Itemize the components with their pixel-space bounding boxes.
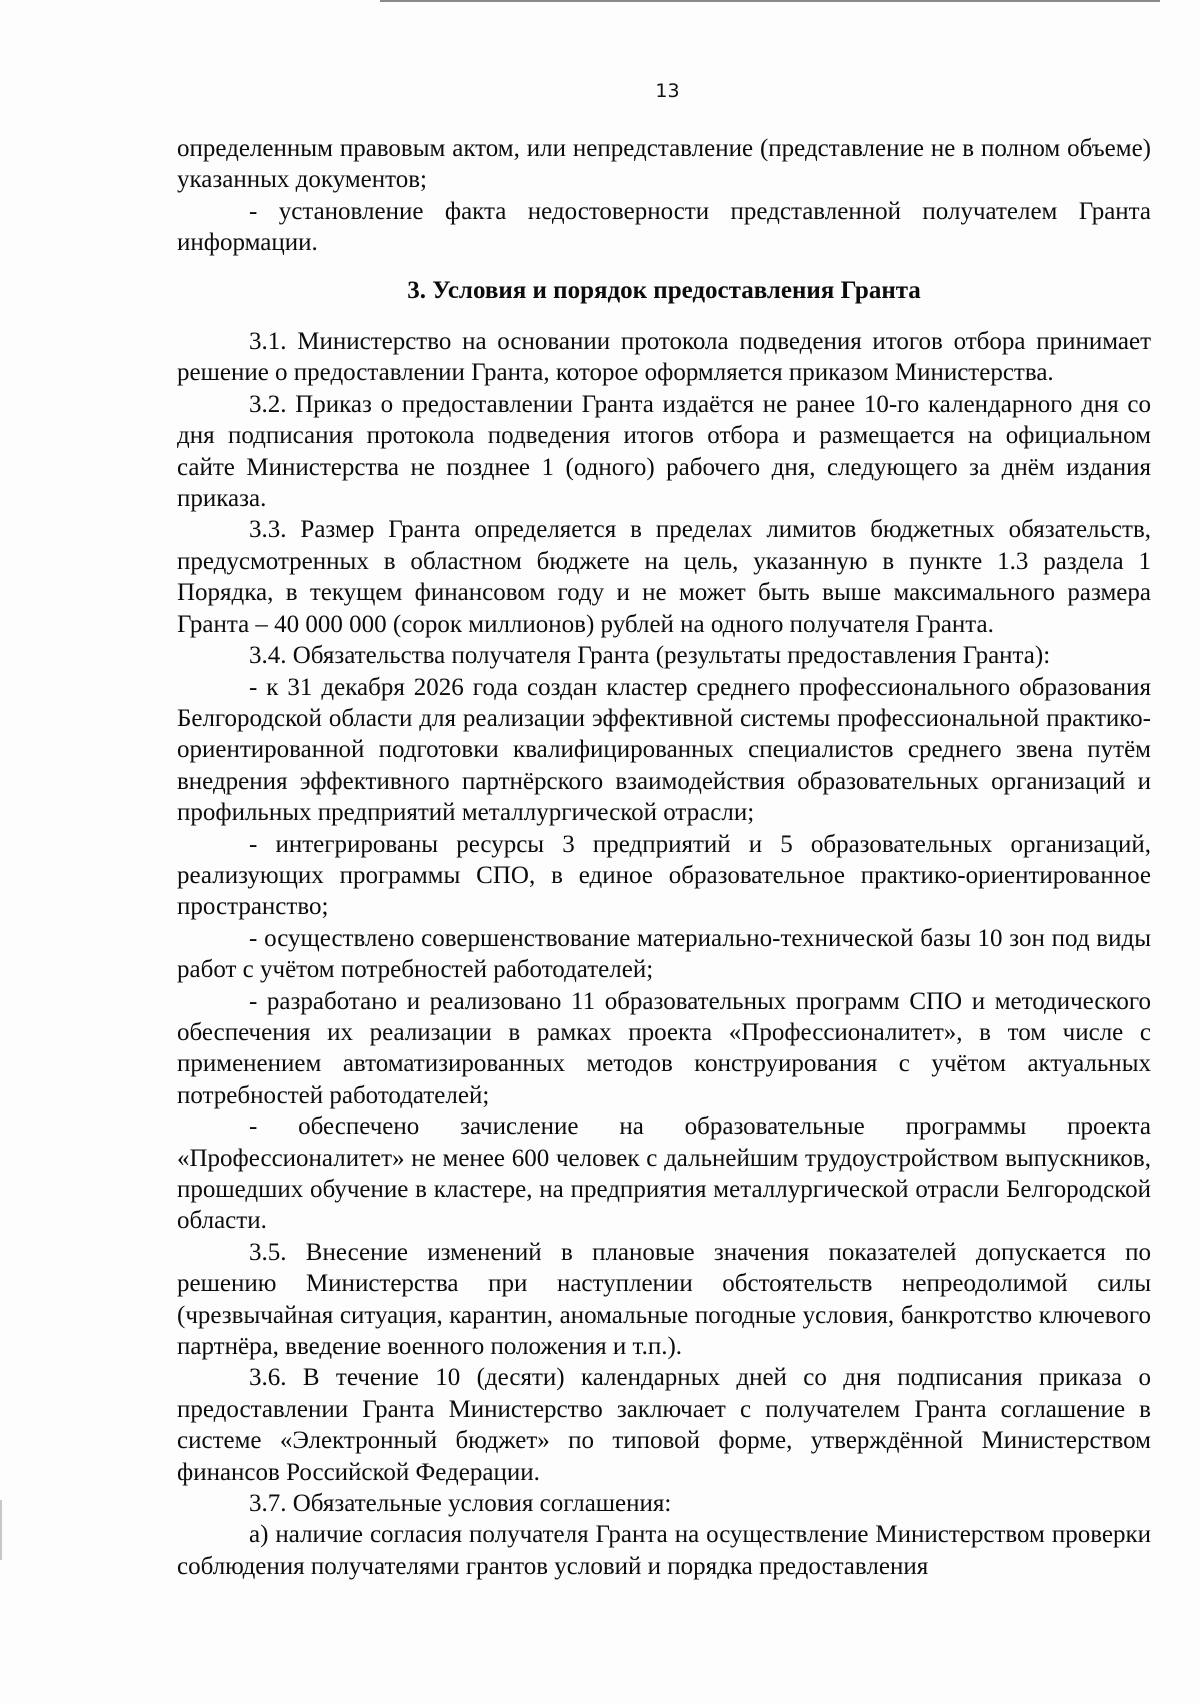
clause-3-3: 3.3. Размер Гранта определяется в пределах лимитов бюджетных обязательств, предусмотренных в областном бюджете на цель, указанную в пункте 1.3 раздела 1 Порядка, в текущем финансовом году и не может быть выше максимального размера Гранта – 40 000 000 (сорок миллионов) рублей на одного получателя Гранта. xyxy=(177,516,1151,638)
section-heading: 3. Условия и порядок предоставления Гранта xyxy=(407,276,921,304)
scan-left-edge-mark xyxy=(0,1500,2,1560)
paragraph-list-item: - установление факта недостоверности представленной получателем Гранта информации. xyxy=(177,197,1151,257)
obligation-item-resources: - интегрированы ресурсы 3 предприятий и 5 образовательных организаций, реализующих программы СПО, в единое образовательное практико-ориентированное пространство; xyxy=(177,830,1151,921)
scan-top-edge xyxy=(380,0,1160,2)
document-body xyxy=(177,133,1151,1582)
obligation-item-enrollment: - обеспечено зачисление на образовательные программы проекта «Профессионалитет» не менее 600 человек с дальнейшим трудоустройством выпускников, прошедших обучение в кластере, на предприятия металлургической отрасли Белгородской области. xyxy=(177,1113,1151,1235)
clause-3-7: 3.7. Обязательные условия соглашения: xyxy=(249,1490,672,1518)
obligation-item-programs: - разработано и реализовано 11 образовательных программ СПО и методического обеспечения их реализации в рамках проекта «Профессионалитет», в том числе с применением автоматизированных методов конструирования с учётом актуальных потребностей работодателей; xyxy=(177,987,1151,1109)
clause-3-2: 3.2. Приказ о предоставлении Гранта издаётся не ранее 10-го календарного дня со дня подписания протокола подведения итогов отбора и размещается на официальном сайте Министерства не позднее 1 (одного) рабочего дня, следующего за днём издания приказа. xyxy=(177,390,1151,513)
clause-3-6: 3.6. В течение 10 (десяти) календарных дней со дня подписания приказа о предоставлении Гранта Министерство заключает с получателем Гранта соглашение в системе «Электронный бюджет» по типовой форме, утверждённой Министерством финансов Российской Федерации. xyxy=(177,1364,1151,1486)
clause-3-7-a: а) наличие согласия получателя Гранта на осуществление Министерством проверки соблюдения получателями грантов условий и порядка предоставления xyxy=(177,1521,1151,1580)
clause-3-1: 3.1. Министерство на основании протокола подведения итогов отбора принимает решение о предоставлении Гранта, которое оформляется приказом Министерства. xyxy=(177,328,1151,387)
clause-3-5: 3.5. Внесение изменений в плановые значения показателей допускается по решению Министерства при наступлении обстоятельств непреодолимой силы (чрезвычайная ситуация, карантин, аномальные погодные условия, банкротство ключевого партнёра, введение военного положения и т.п.). xyxy=(177,1238,1151,1361)
clause-3-4: 3.4. Обязательства получателя Гранта (результаты предоставления Гранта): xyxy=(249,642,1051,670)
obligation-item-cluster: - к 31 декабря 2026 года создан кластер среднего профессионального образования Белгородской области для реализации эффективной системы профессиональной практико-ориентированной подготовки квалифицированных специалистов среднего звена путём внедрения эффективного партнёрского взаимодействия образовательных организаций и профильных предприятий металлургической отрасли; xyxy=(177,673,1151,827)
paragraph-continuation: определенным правовым актом, или непредставление (представление не в полном объеме) указанных документов; xyxy=(177,135,1151,194)
obligation-item-facilities: - осуществлено совершенствование материально-технической базы 10 зон под виды работ с учётом потребностей работодателей; xyxy=(177,924,1151,984)
page-number: 13 xyxy=(655,80,680,102)
